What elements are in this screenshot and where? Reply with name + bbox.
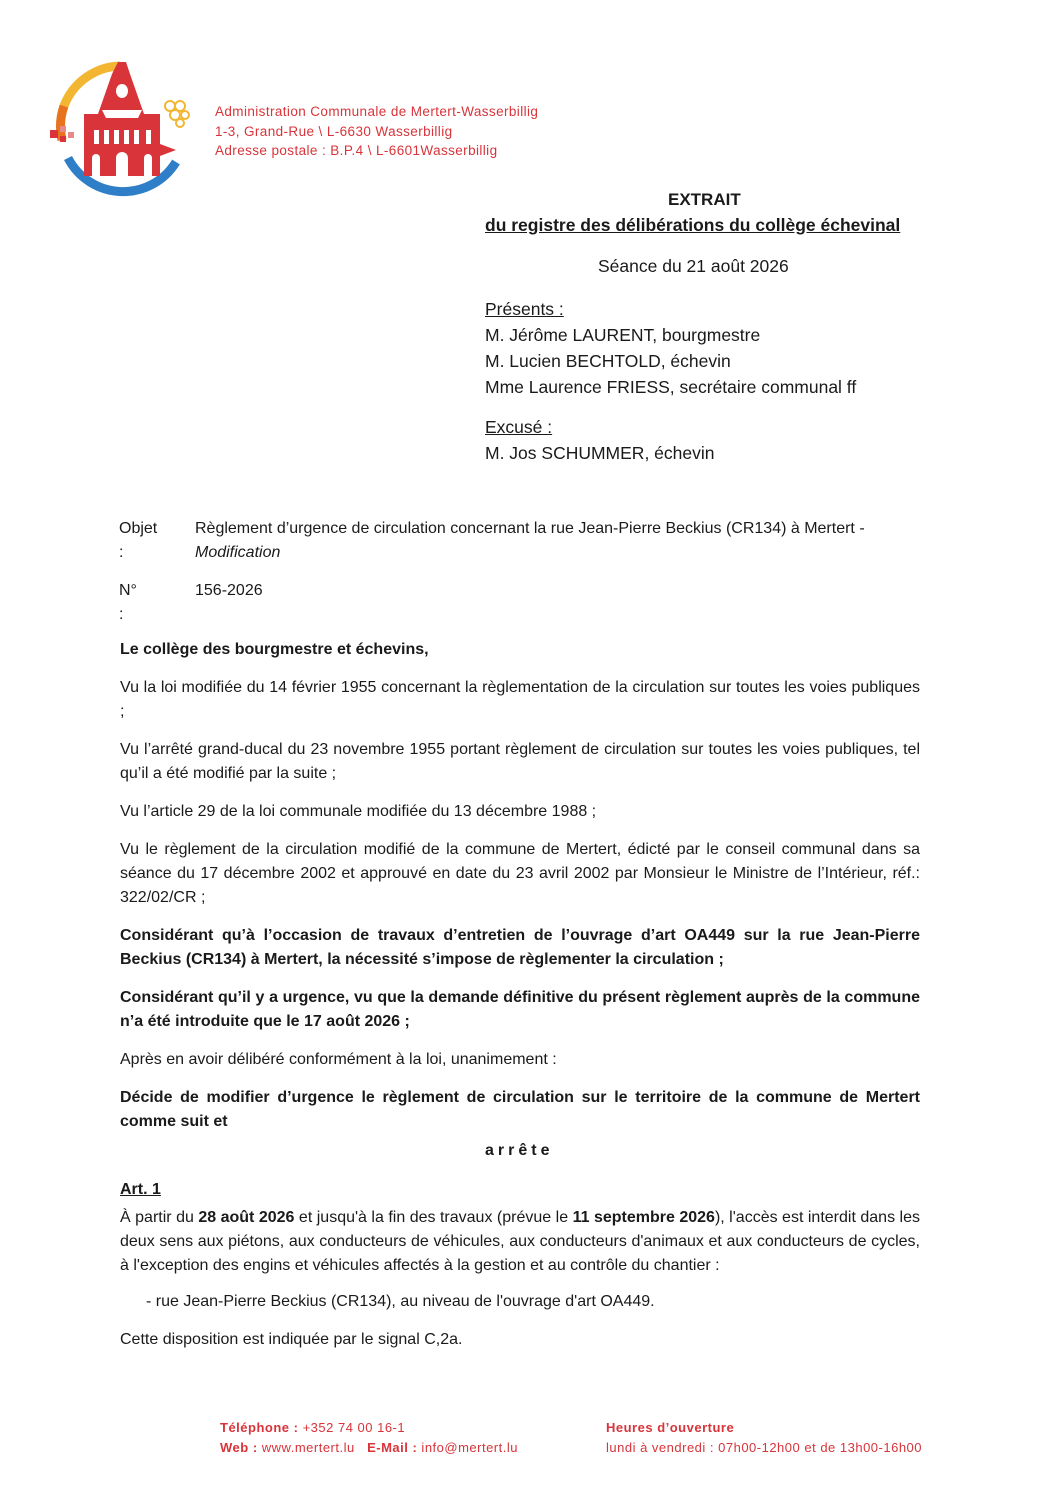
presents-label: Présents : <box>485 299 564 319</box>
decide-paragraph: Décide de modifier d’urgence le règlement de circulation sur le territoire de la commune de Mertert comme suit et <box>120 1089 920 1130</box>
present-member: Mme Laurence FRIESS, secrétaire communal ff <box>485 377 857 397</box>
excuse-label: Excusé : <box>485 417 553 437</box>
web-link[interactable]: www.mertert.lu <box>257 1440 355 1455</box>
intro-line: Le collège des bourgmestre et échevins, <box>120 641 429 658</box>
excused-member: M. Jos SCHUMMER, échevin <box>485 443 715 463</box>
present-member: M. Lucien BECHTOLD, échevin <box>485 351 731 371</box>
footer-contact <box>220 1418 518 1458</box>
phone-number: +352 74 00 16-1 <box>298 1420 406 1435</box>
hours-text: lundi à vendredi : 07h00-12h00 et de 13h00-16h00 <box>606 1440 923 1455</box>
web-label: Web : <box>220 1440 258 1455</box>
attendance-block <box>485 296 856 466</box>
letterhead-address <box>215 102 538 161</box>
objet-text: Règlement d’urgence de circulation concernant la rue Jean-Pierre Beckius (CR134) à Mertert - <box>195 520 865 537</box>
vu-paragraph: Vu l’arrêté grand-ducal du 23 novembre 1955 portant règlement de circulation sur toutes les voies publiques, tel qu’il a été modifié par la suite ; <box>120 741 920 782</box>
vu-paragraph: Vu l’article 29 de la loi communale modifiée du 13 décembre 1988 ; <box>120 803 597 820</box>
extrait-title: EXTRAIT <box>668 190 741 209</box>
end-date: 11 septembre 2026 <box>572 1209 715 1226</box>
objet-label: Objet : <box>119 520 158 561</box>
extrait-subtitle: du registre des délibérations du collège échevinal <box>485 215 901 235</box>
vu-paragraph: Vu le règlement de la circulation modifié de la commune de Mertert, édicté par le conseil communal dans sa séance du 17 décembre 2002 et approuvé en date du 23 avril 2002 par Monsieur le Ministre de l’Intérieur, réf.: 322/02/CR ; <box>120 841 920 906</box>
org-name: Administration Communale de Mertert-Wasserbillig <box>215 104 539 119</box>
considerant-paragraph: Considérant qu’à l’occasion de travaux d’entretien de l’ouvrage d’art OA449 sur la rue Jean-Pierre Beckius (CR134) à Mertert, la nécessité s’impose de règlementer la circulation ; <box>120 927 920 968</box>
deliberation-body <box>120 638 920 1148</box>
article-1 <box>120 1178 920 1352</box>
article-paragraph: À partir du 28 août 2026 et jusqu'à la fin des travaux (prévue le 11 septembre 2026), l'accès est interdit dans les deux sens aux piétons, aux conducteurs de véhicules, aux conducteurs d'animaux et aux conducteurs de cycles, à l'exception des engins et véhicules affectés à la gestion et au contrôle du chantier : <box>120 1209 920 1274</box>
numero-label: N° : <box>119 582 137 623</box>
postal-address: Adresse postale : B.P.4 \ L-6601Wasserbillig <box>215 143 498 158</box>
seance-date: Séance du 21 août 2026 <box>598 256 789 276</box>
start-date: 28 août 2026 <box>198 1209 295 1226</box>
email-label: E-Mail : <box>367 1440 418 1455</box>
present-member: M. Jérôme LAURENT, bourgmestre <box>485 325 761 345</box>
signal-note: Cette disposition est indiquée par le signal C,2a. <box>120 1331 463 1348</box>
phone-label: Téléphone : <box>220 1420 299 1435</box>
arrete-heading: arrête <box>485 1142 554 1159</box>
footer-hours <box>606 1418 922 1458</box>
apres-paragraph: Après en avoir délibéré conformément à la loi, unanimement : <box>120 1051 557 1068</box>
email-link[interactable]: info@mertert.lu <box>417 1440 518 1455</box>
vu-paragraph: Vu la loi modifiée du 14 février 1955 concernant la règlementation de la circulation sur toutes les voies publiques ; <box>120 679 920 720</box>
street-address: 1-3, Grand-Rue \ L-6630 Wasserbillig <box>215 123 453 139</box>
considerant-paragraph: Considérant qu’il y a urgence, vu que la demande définitive du présent règlement auprès de la commune n’a été introduite que le 17 août 2026 ; <box>120 989 920 1030</box>
numero-value: 156-2026 <box>195 582 263 599</box>
article-title: Art. 1 <box>120 1181 161 1198</box>
article-bullet: - rue Jean-Pierre Beckius (CR134), au niveau de l'ouvrage d'art OA449. <box>146 1293 655 1310</box>
hours-label: Heures d’ouverture <box>606 1420 735 1435</box>
objet-text-modification: Modification <box>195 544 281 561</box>
commune-logo <box>50 58 190 200</box>
